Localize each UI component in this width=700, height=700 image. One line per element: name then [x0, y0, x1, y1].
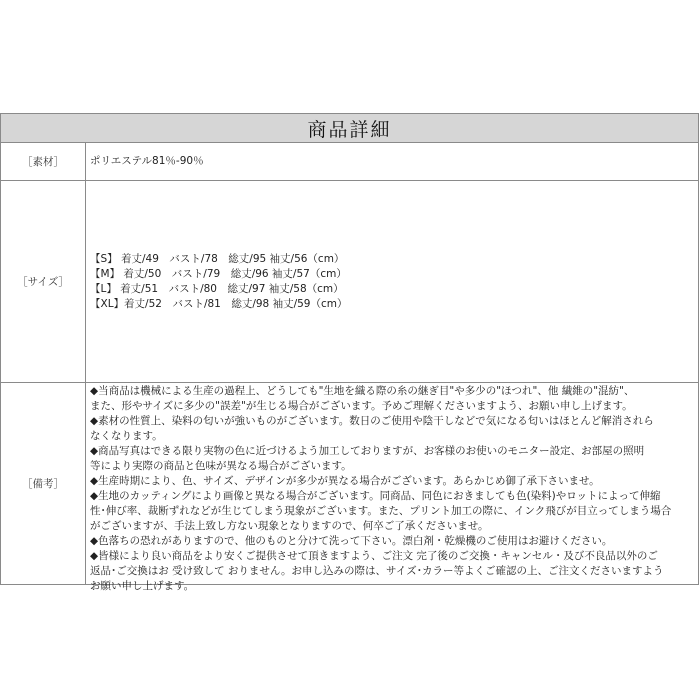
- material-label: ［素材］: [1, 143, 86, 180]
- material-text: ポリエステル81％-90％: [90, 155, 204, 167]
- notes-line: ◆素材の性質上、染料の匂いが強いものがございます。数日のご使用や陰干しなどで気になる匂いはほとんど解消されら: [90, 415, 654, 427]
- notes-label: ［備考］: [1, 383, 86, 584]
- notes-line: ◆色落ちの恐れがありますので、他のものと分けて洗って下さい。漂白剤・乾燥機のご使用はお避けください。: [90, 535, 613, 547]
- size-line-xl: 【XL】着丈/52 バスト/81 総丈/98 袖丈/59（cm）: [90, 297, 348, 310]
- notes-line: 性･伸び率、裁断ずれなどが生じてしまう現象がございます。また、プリント加工の際に、インク飛びが目立ってしまう場合: [90, 505, 672, 517]
- table-title: 商品詳細: [1, 114, 698, 143]
- material-value: [87, 143, 698, 180]
- notes-line: ◆皆様により良い商品をより安くご提供させて頂きますよう、ご注文 完了後のご交換・キャンセル・及び不良品以外のご: [90, 550, 658, 562]
- size-value: [87, 181, 698, 382]
- size-row: [1, 180, 698, 382]
- material-row: [1, 143, 698, 180]
- notes-line: なくなります。: [90, 430, 163, 442]
- size-line-l: 【L】 着丈/51 バスト/80 総丈/97 袖丈/58（cm）: [90, 282, 344, 295]
- notes-line: ◆当商品は機械による生産の過程上、どうしても"生地を織る際の糸の継ぎ目"や多少の"ほつれ"、他 繊維の"混紡"、: [90, 385, 635, 397]
- notes-line: ◆生地のカッティングにより画像と異なる場合がございます。同商品、同色におきましても色(染料)やロットによって伸縮: [90, 490, 661, 502]
- notes-line: また、形やサイズに多少の"誤差"が生じる場合がございます。予めご理解くださいますよう、お願い申し上げます。: [90, 400, 633, 412]
- size-label: ［サイズ］: [1, 181, 86, 382]
- notes-line: 等により実際の商品と色味が異なる場合がございます。: [90, 460, 352, 472]
- notes-line: 返品･ご交換はお 受け致して おりません。お申し込みの際は、サイズ･カラー等よくご確認の上、ご注文くださいますよう: [90, 565, 664, 577]
- notes-line: ◆生産時期により、色、サイズ、デザインが多少が異なる場合がございます。あらかじめ御了承下さいませ。: [90, 475, 600, 487]
- size-line-m: 【M】 着丈/50 バスト/79 総丈/96 袖丈/57（cm）: [90, 267, 347, 280]
- product-details-table: [0, 113, 699, 592]
- notes-row: [1, 382, 698, 592]
- notes-line: がございますが、手法上致し方ない現象となりますので、何卒ご了承くださいませ。: [90, 520, 489, 532]
- notes-value: [87, 383, 698, 592]
- size-line-s: 【S】 着丈/49 バスト/78 総丈/95 袖丈/56（cm）: [90, 252, 345, 265]
- notes-line: お願い申し上げます。: [90, 580, 195, 592]
- notes-line: ◆商品写真はできる限り実物の色に近づけるよう加工しておりますが、お客様のお使いのモニター設定、お部屋の照明: [90, 445, 645, 457]
